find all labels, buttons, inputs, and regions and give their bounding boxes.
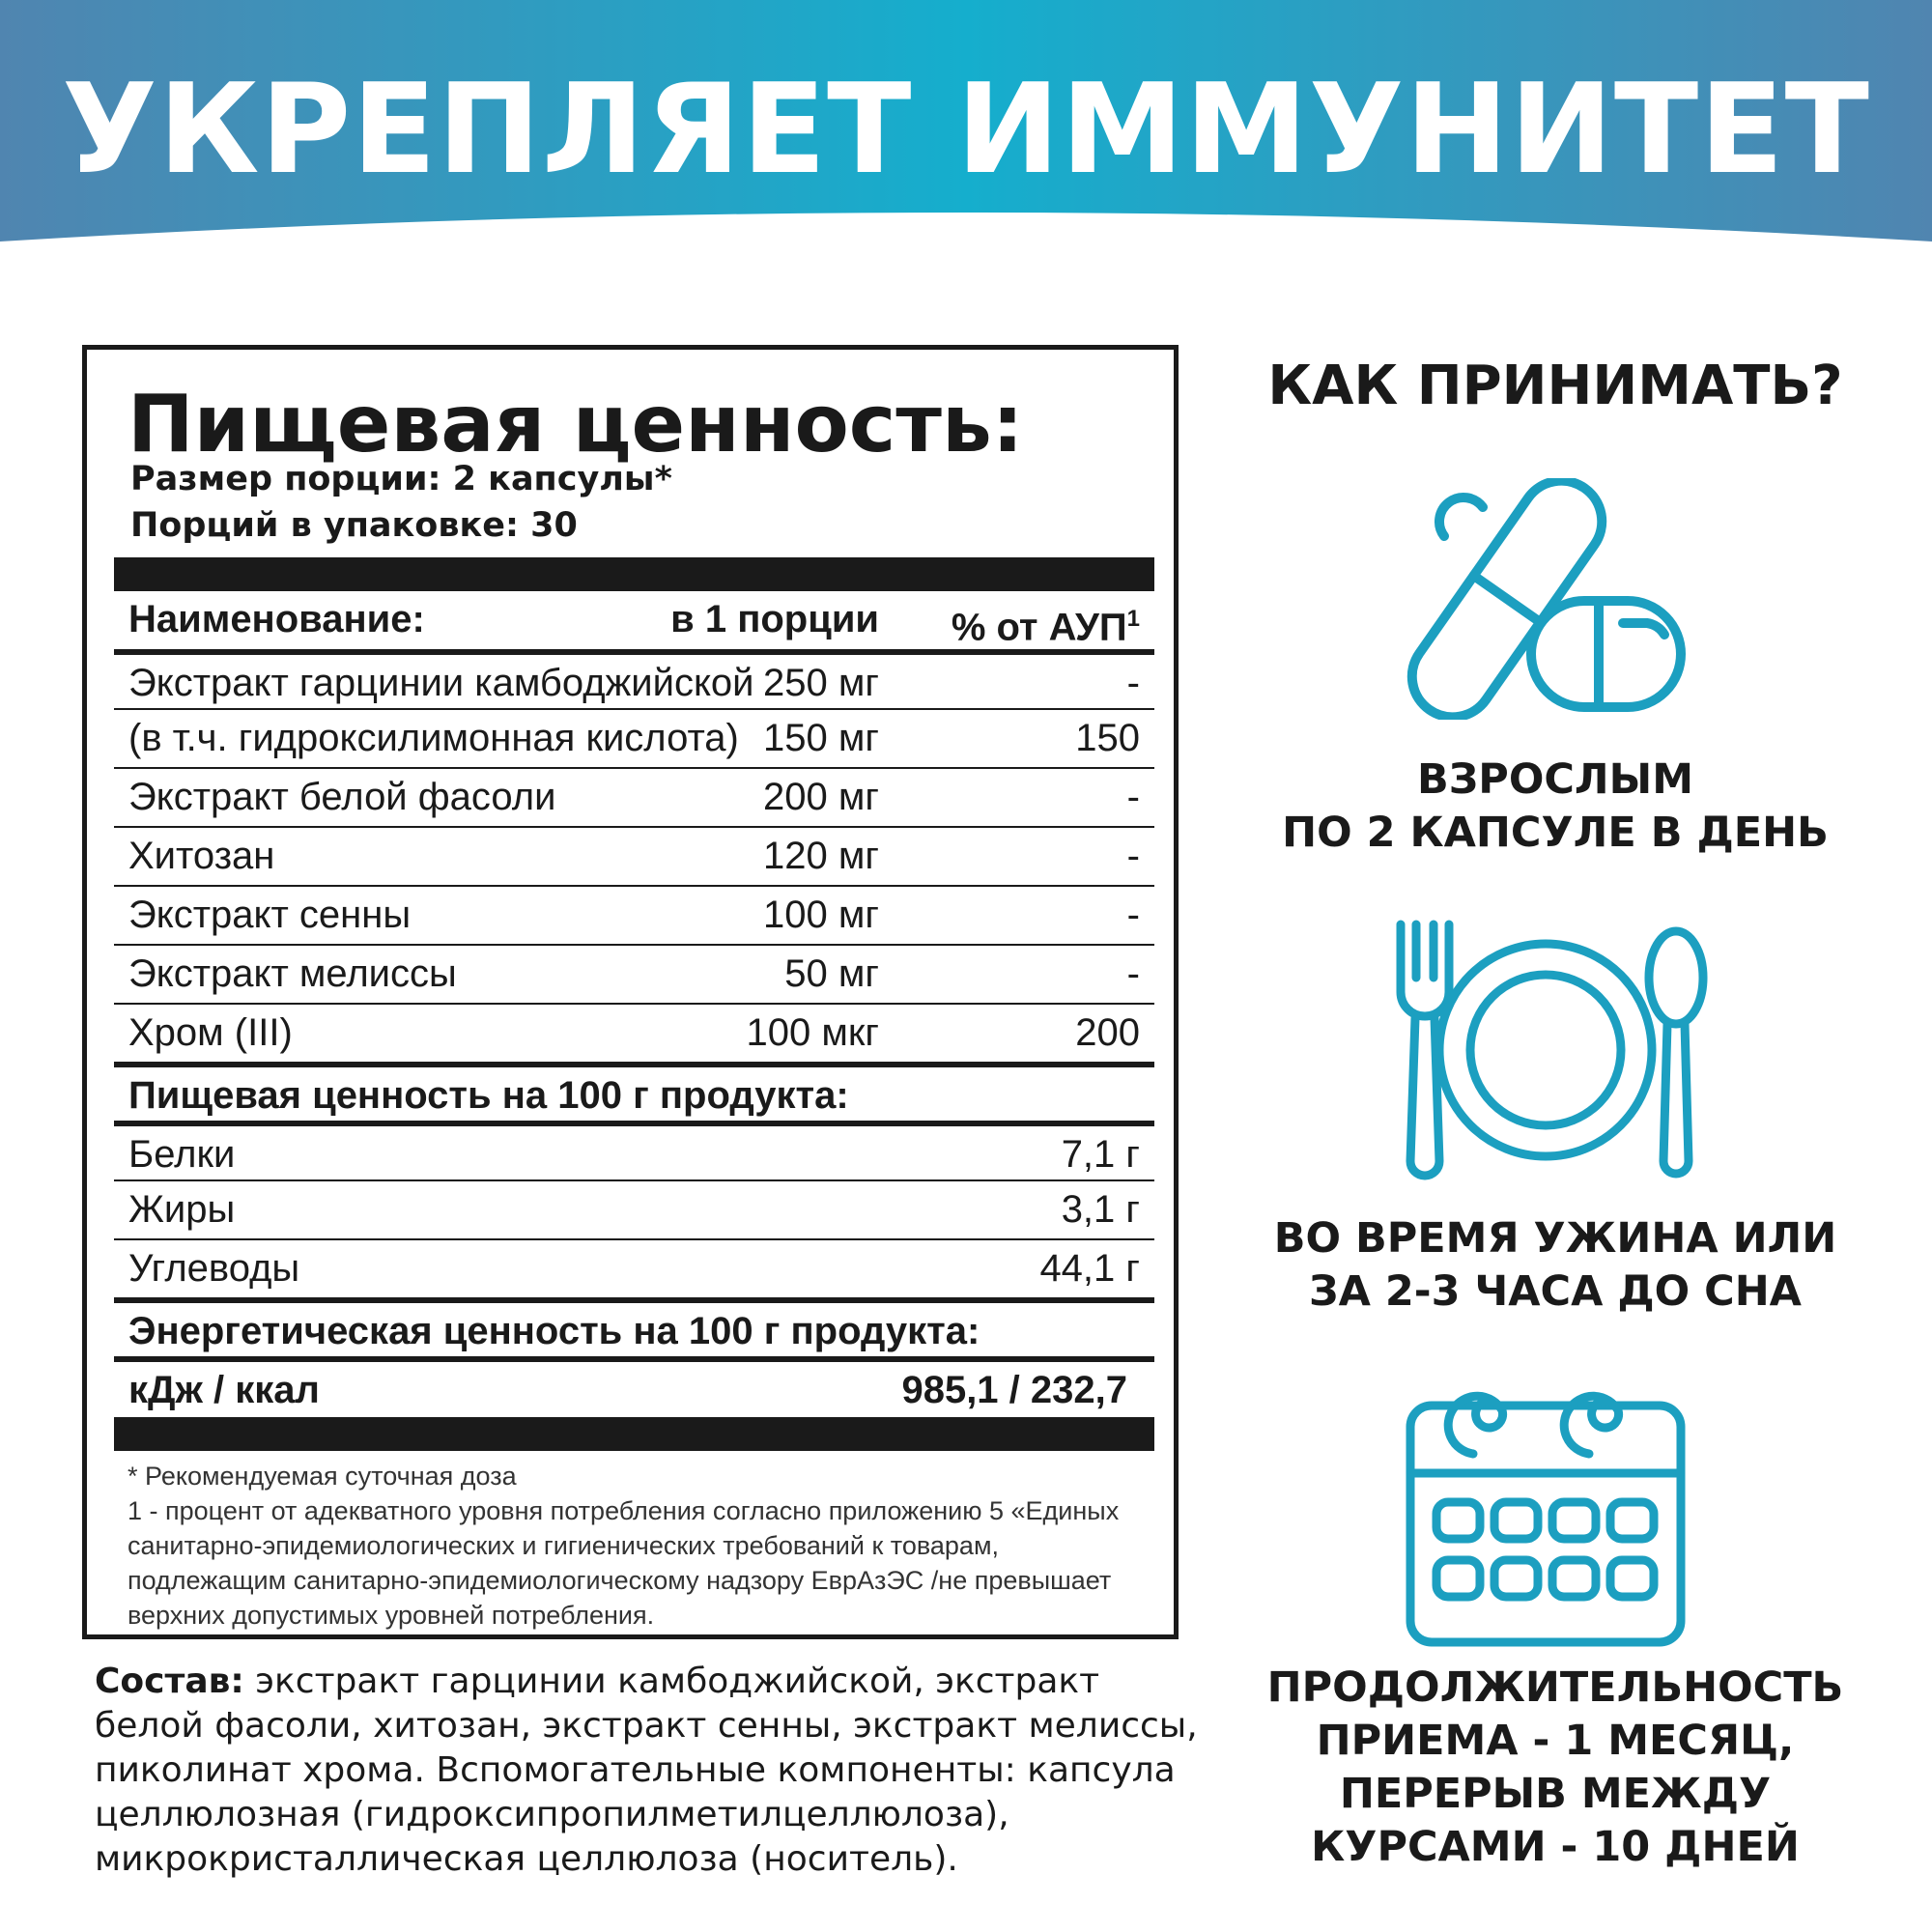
ingredient-percent: -: [1126, 662, 1140, 704]
step-duration: [1246, 1662, 1864, 1874]
table-row: [114, 1003, 1154, 1062]
step-line: ПРИЕМА - 1 МЕСЯЦ,: [1316, 1717, 1795, 1765]
ingredient-name: Хитозан: [128, 835, 275, 877]
table-row: [114, 767, 1154, 826]
macro-name: Белки: [128, 1133, 236, 1176]
table-row: [114, 1238, 1154, 1297]
ingredient-percent: 200: [1075, 1011, 1140, 1054]
energy-heading: Энергетическая ценность на 100 г продукта:: [128, 1310, 980, 1352]
ingredient-percent: 150: [1075, 717, 1140, 759]
macro-name: Углеводы: [128, 1247, 300, 1290]
plate-cutlery-icon: [1381, 920, 1710, 1180]
ingredient-percent: -: [1126, 952, 1140, 995]
table-row: [114, 1179, 1154, 1238]
nutrition-title: Пищевая ценность:: [128, 379, 1024, 470]
macro-value: 3,1 г: [1061, 1188, 1140, 1231]
ingredient-name: Экстракт мелиссы: [128, 952, 457, 995]
nutrition-facts-panel: [82, 345, 1179, 1639]
macro-value: 44,1 г: [1039, 1247, 1140, 1290]
nutrition-table: [114, 591, 1154, 1414]
ingredient-amount: 50 мг: [784, 952, 879, 995]
table-row: [114, 885, 1154, 944]
per100-heading-row: [114, 1062, 1154, 1121]
step-line: ВО ВРЕМЯ УЖИНА ИЛИ: [1273, 1214, 1837, 1263]
column-header-name: Наименование:: [128, 598, 425, 640]
table-row: [114, 649, 1154, 708]
ingredient-amount: 250 мг: [763, 662, 879, 704]
ingredient-name: Хром (III): [128, 1011, 293, 1054]
step-line: КУРСАМИ - 10 ДНЕЙ: [1311, 1823, 1800, 1871]
servings-per-pack: Порций в упаковке: 30: [130, 506, 578, 545]
composition-label: Состав:: [95, 1662, 244, 1701]
serving-size: Размер порции: 2 капсулы*: [130, 460, 672, 498]
table-row: [114, 826, 1154, 885]
ingredient-name: Экстракт белой фасоли: [128, 776, 556, 818]
energy-label: кДж / ккал: [128, 1369, 320, 1411]
ingredient-amount: 120 мг: [763, 835, 879, 877]
table-row: [114, 708, 1154, 767]
table-header-row: [114, 591, 1154, 649]
ingredient-name: (в т.ч. гидроксилимонная кислота): [128, 717, 739, 759]
macro-value: 7,1 г: [1061, 1133, 1140, 1176]
banner-title: УКРЕПЛЯЕТ ИММУНИТЕТ: [62, 58, 1870, 202]
footnote-marker: 1: [1126, 606, 1140, 632]
column-header-percent: % от АУП$^1$: [951, 606, 1140, 649]
composition-text: экстракт гарцинии камбоджийской, экстракт белой фасоли, хитозан, экстракт сенны, экстракт мелиссы, пиколинат хрома. Вспомогательные компоненты: капсула целлюлозная (гидроксипропилметилцеллюлоза), микрокристаллическая целлюлоза (носитель).: [95, 1662, 1198, 1879]
step-line: ПРОДОЛЖИТЕЛЬНОСТЬ: [1266, 1663, 1844, 1712]
footnote-dose: * Рекомендуемая суточная доза: [128, 1462, 517, 1491]
ingredient-name: Экстракт гарцинии камбоджийской: [128, 662, 754, 704]
divider-bar: [114, 1417, 1154, 1451]
footnote-aup: 1 - процент от адекватного уровня потребления согласно приложению 5 «Единых санитарно-эпидемиологических и гигиенических требований к товарам, подлежащим санитарно-эпидемиологическому надзору ЕврАзЭС /не превышает верхних допустимых уровней потребления.: [128, 1496, 1120, 1630]
capsule-icon: [1406, 478, 1695, 720]
ingredient-amount: 100 мкг: [746, 1011, 879, 1054]
per100-heading: Пищевая ценность на 100 г продукта:: [128, 1074, 849, 1117]
ingredient-amount: 100 мг: [763, 894, 879, 936]
ingredient-amount: 150 мг: [763, 717, 879, 759]
step-line: ПО 2 КАПСУЛЕ В ДЕНЬ: [1282, 809, 1829, 857]
ingredient-percent: -: [1126, 835, 1140, 877]
composition: [95, 1660, 1206, 1882]
step-timing: [1246, 1212, 1864, 1319]
macro-name: Жиры: [128, 1188, 236, 1231]
header-banner: [0, 0, 1932, 261]
step-line: ЗА 2-3 ЧАСА ДО СНА: [1309, 1267, 1802, 1316]
column-header-per-serving: в 1 порции: [670, 598, 879, 640]
howto-title: КАК ПРИНИМАТЬ?: [1267, 355, 1843, 417]
step-line: ВЗРОСЛЫМ: [1416, 755, 1693, 804]
ingredient-name: Экстракт сенны: [128, 894, 412, 936]
calendar-icon: [1406, 1367, 1686, 1647]
energy-heading-row: [114, 1297, 1154, 1356]
table-row: [114, 944, 1154, 1003]
ingredient-percent: -: [1126, 894, 1140, 936]
step-dosage: [1246, 753, 1864, 860]
energy-row: [114, 1356, 1154, 1414]
ingredient-percent: -: [1126, 776, 1140, 818]
divider-bar: [114, 557, 1154, 591]
footnotes: [128, 1459, 1161, 1633]
step-line: ПЕРЕРЫВ МЕЖДУ: [1339, 1770, 1772, 1818]
ingredient-amount: 200 мг: [763, 776, 879, 818]
energy-value: 985,1 / 232,7: [901, 1369, 1127, 1411]
table-row: [114, 1121, 1154, 1179]
